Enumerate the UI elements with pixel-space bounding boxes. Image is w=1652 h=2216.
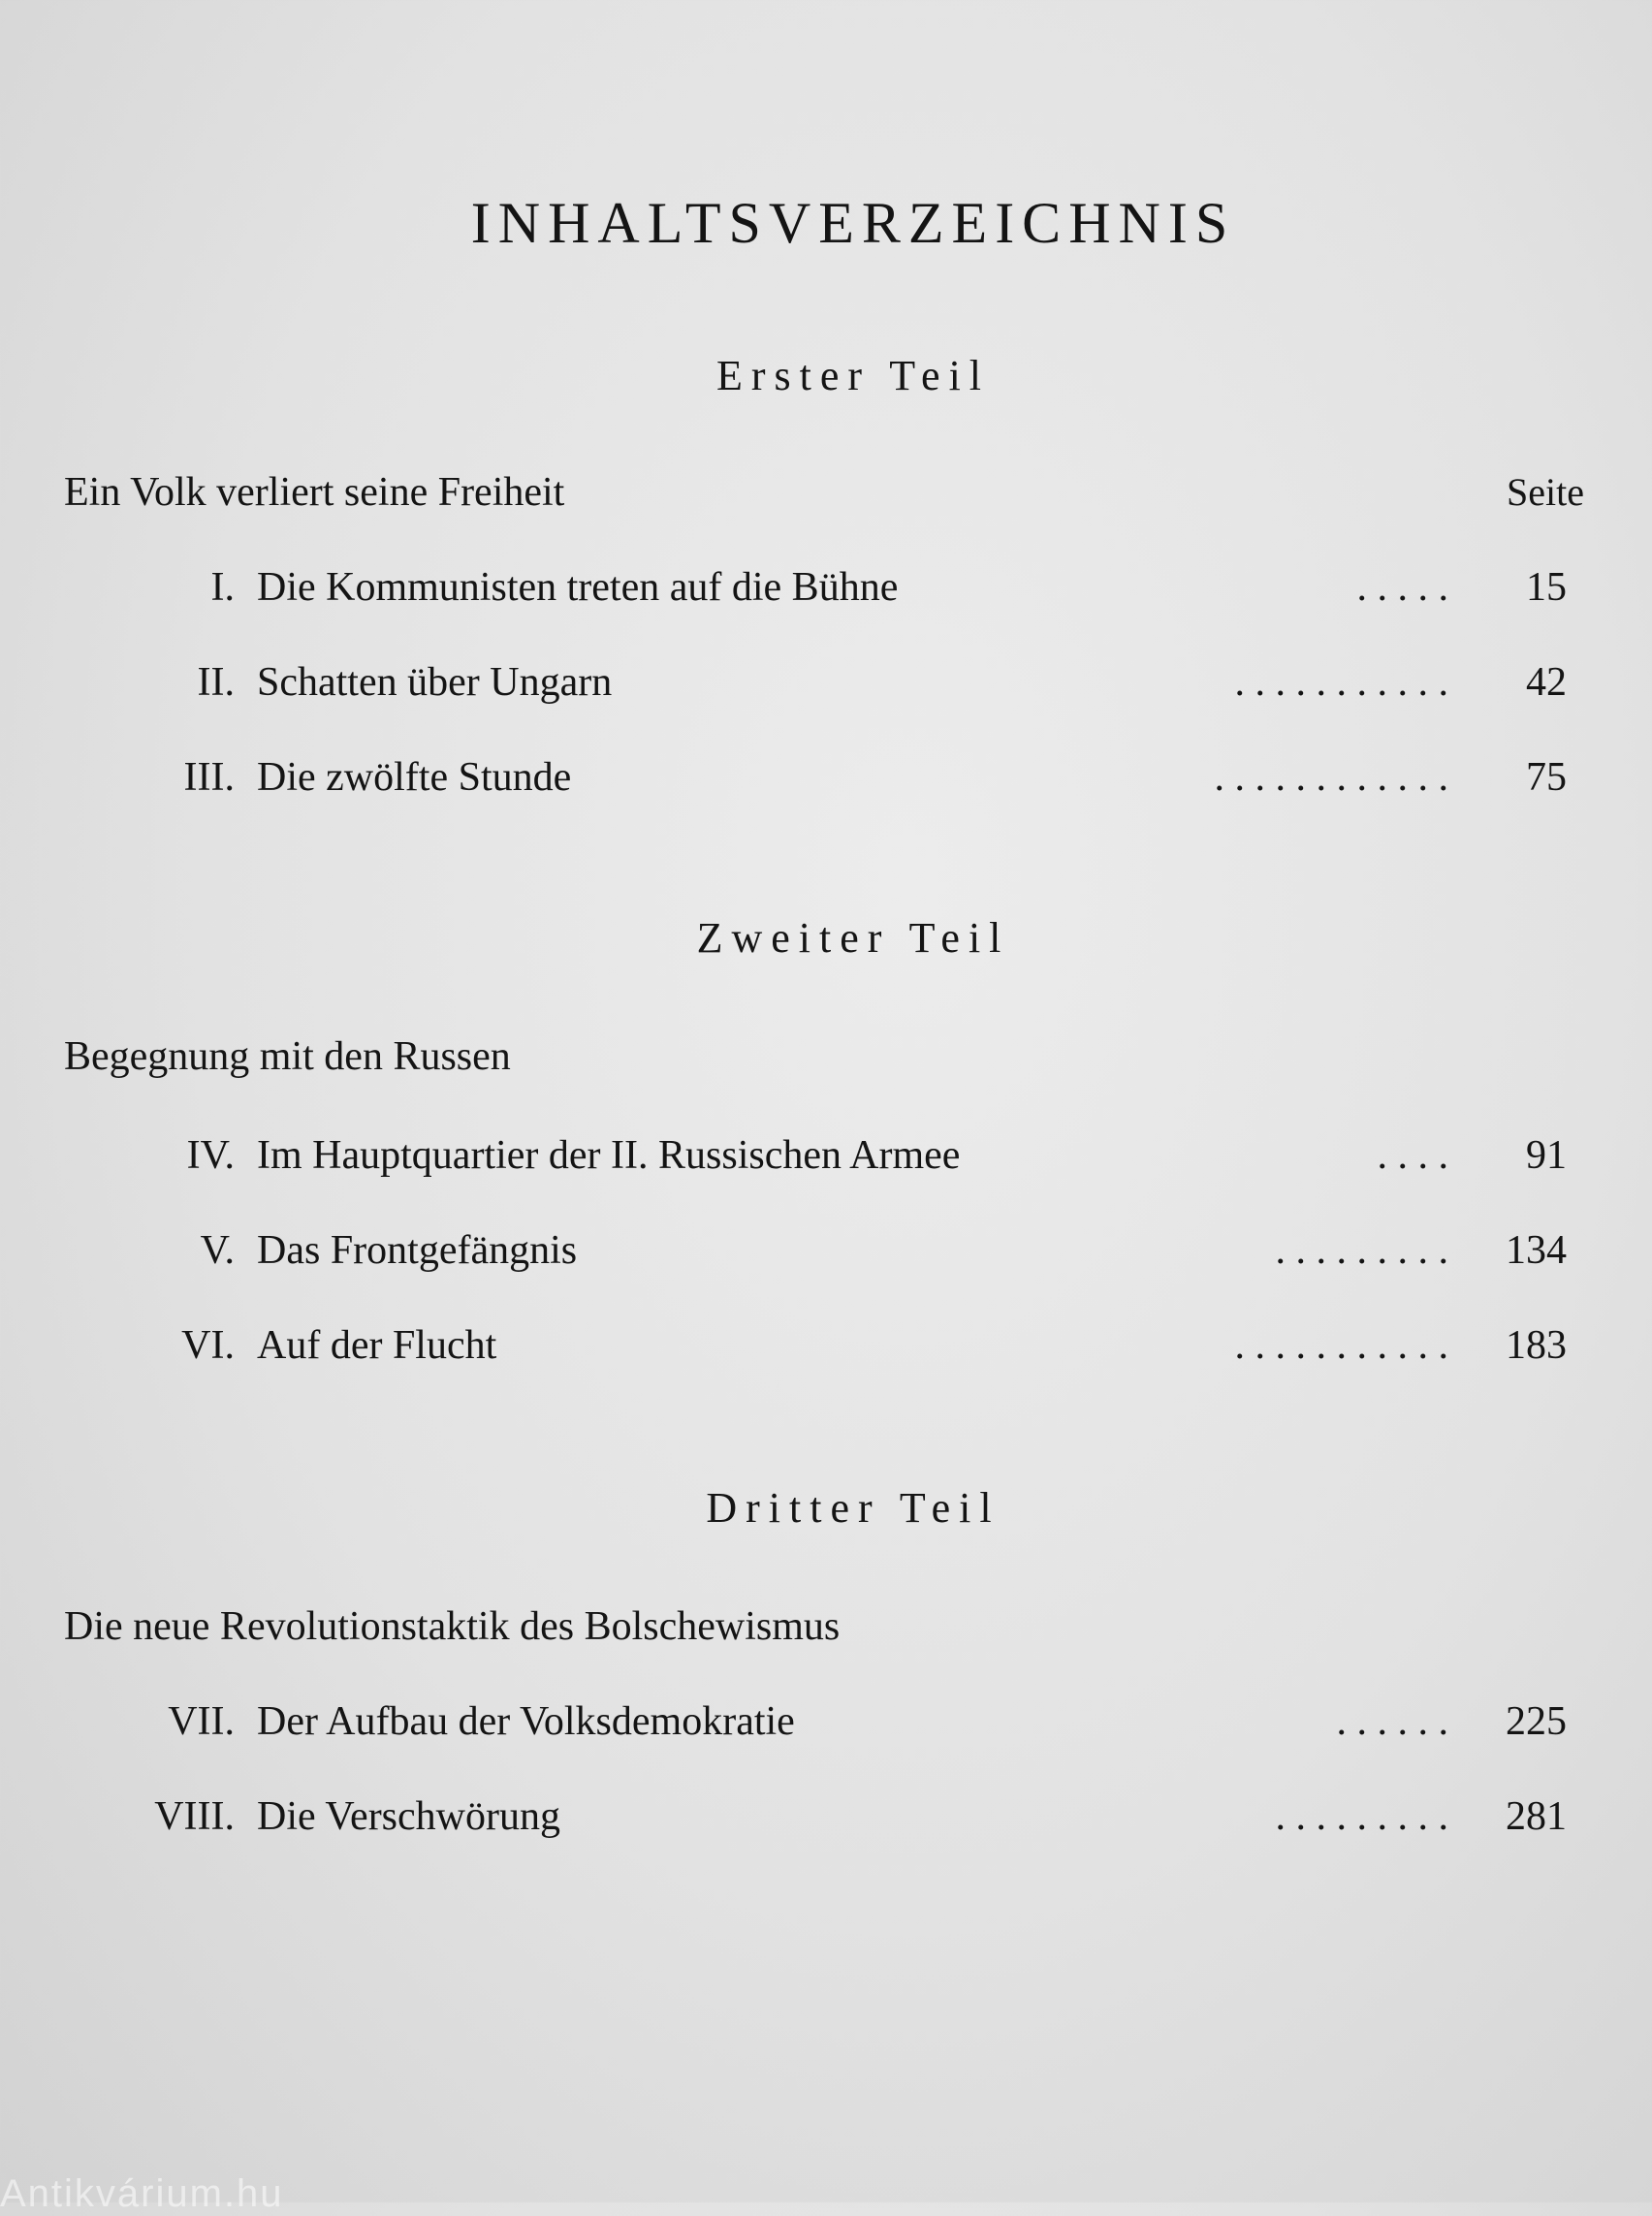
toc-entry-1[interactable] <box>0 564 1652 618</box>
chapter-numeral: VII. <box>168 1699 235 1744</box>
page-number: 75 <box>1526 755 1567 800</box>
chapter-numeral: VI. <box>181 1323 235 1368</box>
section-title-2: Begegnung mit den Russen <box>64 1034 511 1079</box>
part-heading-3: Dritter Teil <box>706 1484 1001 1532</box>
watermark: Antikvárium.hu <box>0 2172 284 2215</box>
dot-leader: . . . . . . . . . . . <box>1234 660 1448 705</box>
dot-leader: . . . . . . . . . <box>1275 1228 1448 1273</box>
dot-leader: . . . . . <box>1356 565 1448 610</box>
dot-leader: . . . . . . . . . . . . <box>1214 755 1448 800</box>
chapter-numeral: I. <box>210 565 235 610</box>
chapter-numeral: IV. <box>186 1133 235 1178</box>
chapter-title: Die Verschwörung <box>257 1794 560 1839</box>
section-title-3: Die neue Revolutionstaktik des Bolschewismus <box>64 1604 841 1649</box>
toc-entry-5[interactable] <box>0 1227 1652 1282</box>
page-number: 183 <box>1506 1323 1567 1368</box>
page-number: 134 <box>1506 1228 1567 1273</box>
page-number: 225 <box>1506 1699 1567 1744</box>
toc-entry-4[interactable] <box>0 1132 1652 1187</box>
page-number: 91 <box>1526 1133 1567 1178</box>
dot-leader: . . . . . . <box>1336 1699 1448 1744</box>
page-number: 42 <box>1526 660 1567 705</box>
chapter-numeral: II. <box>197 660 235 705</box>
chapter-numeral: III. <box>183 755 235 800</box>
chapter-title: Die zwölfte Stunde <box>257 755 572 800</box>
chapter-title: Auf der Flucht <box>257 1323 497 1368</box>
part-heading-1: Erster Teil <box>715 352 991 399</box>
page-title: INHALTSVERZEICHNIS <box>470 191 1236 255</box>
toc-entry-6[interactable] <box>0 1322 1652 1377</box>
chapter-title: Schatten über Ungarn <box>257 660 613 705</box>
dot-leader: . . . . . . . . . . . <box>1234 1323 1448 1368</box>
dot-leader: . . . . . . . . . <box>1275 1794 1448 1839</box>
dot-leader: . . . . <box>1377 1133 1448 1178</box>
chapter-numeral: VIII. <box>154 1794 235 1839</box>
chapter-title: Der Aufbau der Volksdemokratie <box>257 1699 795 1744</box>
part-heading-2: Zweiter Teil <box>696 914 1010 962</box>
seite-label: Seite <box>1507 470 1584 514</box>
toc-entry-2[interactable] <box>0 659 1652 713</box>
chapter-numeral: V. <box>200 1228 235 1273</box>
toc-entry-3[interactable] <box>0 754 1652 808</box>
chapter-title: Im Hauptquartier der II. Russischen Armee <box>257 1133 961 1178</box>
toc-entry-8[interactable] <box>0 1793 1652 1848</box>
chapter-title: Das Frontgefängnis <box>257 1228 578 1273</box>
page-number: 15 <box>1526 565 1567 610</box>
section-title-1: Ein Volk verliert seine Freiheit <box>64 470 565 515</box>
toc-entry-7[interactable] <box>0 1698 1652 1753</box>
page-number: 281 <box>1506 1794 1567 1839</box>
chapter-title: Die Kommunisten treten auf die Bühne <box>257 565 899 610</box>
